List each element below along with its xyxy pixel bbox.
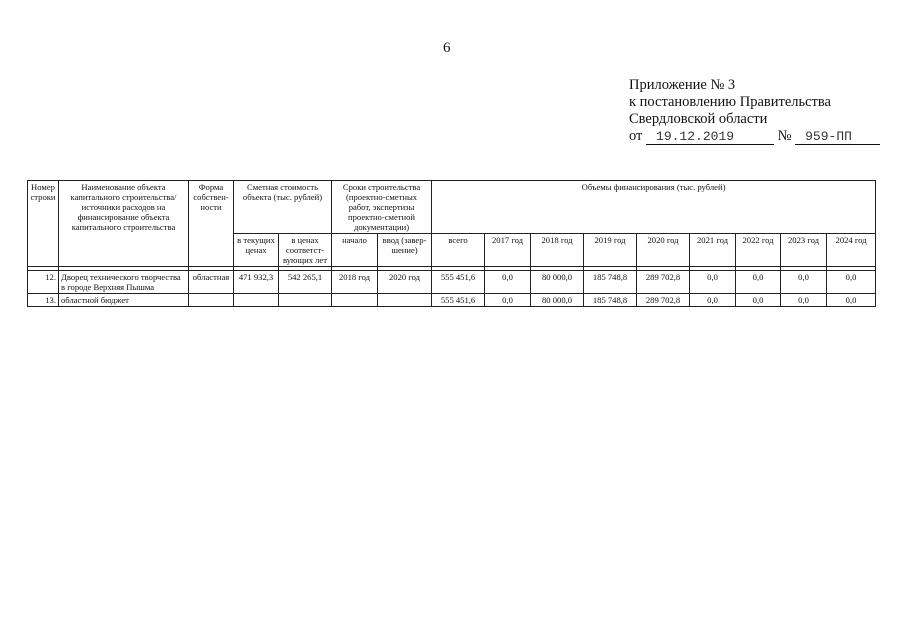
col-2017: 2017 год xyxy=(485,234,531,267)
col-2019: 2019 год xyxy=(584,234,637,267)
resolution-date: 19.12.2019 xyxy=(646,129,774,145)
value-2022: 0,0 xyxy=(736,294,781,307)
commission-year: 2020 год xyxy=(378,271,432,294)
value-2018: 80 000,0 xyxy=(531,271,584,294)
col-total: всего xyxy=(432,234,485,267)
col-cost-current: в текущих ценах xyxy=(234,234,279,267)
col-2018: 2018 год xyxy=(531,234,584,267)
row-number: 13. xyxy=(28,294,59,307)
cost-adjusted: 542 265,1 xyxy=(279,271,332,294)
page-number: 6 xyxy=(443,40,451,56)
ownership xyxy=(189,294,234,307)
col-estimated-cost: Сметная стоимость объекта (тыс. рублей) xyxy=(234,181,332,234)
col-commission: ввод (завер-шение) xyxy=(378,234,432,267)
appendix-block xyxy=(629,77,880,145)
number-label: № xyxy=(777,128,792,144)
appendix-resolution: к постановлению Правительства xyxy=(629,94,831,110)
commission-year xyxy=(378,294,432,307)
value-2020: 289 702,8 xyxy=(637,271,690,294)
value-2023: 0,0 xyxy=(781,271,827,294)
col-cost-adjusted: в ценах соответст-вующих лет xyxy=(279,234,332,267)
value-2021: 0,0 xyxy=(690,271,736,294)
col-object-name: Наименование объекта капитального строительства/ источники расходов на финансирование объекта капитального строительства xyxy=(59,181,189,267)
header-row-1 xyxy=(28,181,876,234)
value-2022: 0,0 xyxy=(736,271,781,294)
from-label: от xyxy=(629,128,643,144)
total: 555 451,6 xyxy=(432,271,485,294)
value-2020: 289 702,8 xyxy=(637,294,690,307)
start-year xyxy=(332,294,378,307)
col-construction-terms: Сроки строительства (проектно-сметных работ, экспертизы проектно-сметной документации) xyxy=(332,181,432,234)
col-2021: 2021 год xyxy=(690,234,736,267)
col-2023: 2023 год xyxy=(781,234,827,267)
value-2021: 0,0 xyxy=(690,294,736,307)
col-row-number: Номер строки xyxy=(28,181,59,267)
table-row xyxy=(28,271,876,294)
col-start: начало xyxy=(332,234,378,267)
value-2019: 185 748,8 xyxy=(584,271,637,294)
col-funding-volumes: Объемы финансирования (тыс. рублей) xyxy=(432,181,876,234)
resolution-number: 959-ПП xyxy=(795,129,880,145)
value-2024: 0,0 xyxy=(827,294,876,307)
cost-current: 471 932,3 xyxy=(234,271,279,294)
object-name: областной бюджет xyxy=(59,294,189,307)
row-number: 12. xyxy=(28,271,59,294)
cost-current xyxy=(234,294,279,307)
financing-table xyxy=(27,180,876,307)
col-ownership: Форма собствен-ности xyxy=(189,181,234,267)
col-2024: 2024 год xyxy=(827,234,876,267)
value-2024: 0,0 xyxy=(827,271,876,294)
value-2019: 185 748,8 xyxy=(584,294,637,307)
value-2017: 0,0 xyxy=(485,294,531,307)
total: 555 451,6 xyxy=(432,294,485,307)
appendix-title: Приложение № 3 xyxy=(629,77,736,93)
cost-adjusted xyxy=(279,294,332,307)
appendix-region: Свердловской области xyxy=(629,111,768,127)
appendix-date-line xyxy=(629,128,880,145)
value-2017: 0,0 xyxy=(485,271,531,294)
ownership: областная xyxy=(189,271,234,294)
object-name: Дворец технического творчества в городе Верхняя Пышма xyxy=(59,271,189,294)
start-year: 2018 год xyxy=(332,271,378,294)
table-row xyxy=(28,294,876,307)
col-2022: 2022 год xyxy=(736,234,781,267)
value-2018: 80 000,0 xyxy=(531,294,584,307)
value-2023: 0,0 xyxy=(781,294,827,307)
col-2020: 2020 год xyxy=(637,234,690,267)
